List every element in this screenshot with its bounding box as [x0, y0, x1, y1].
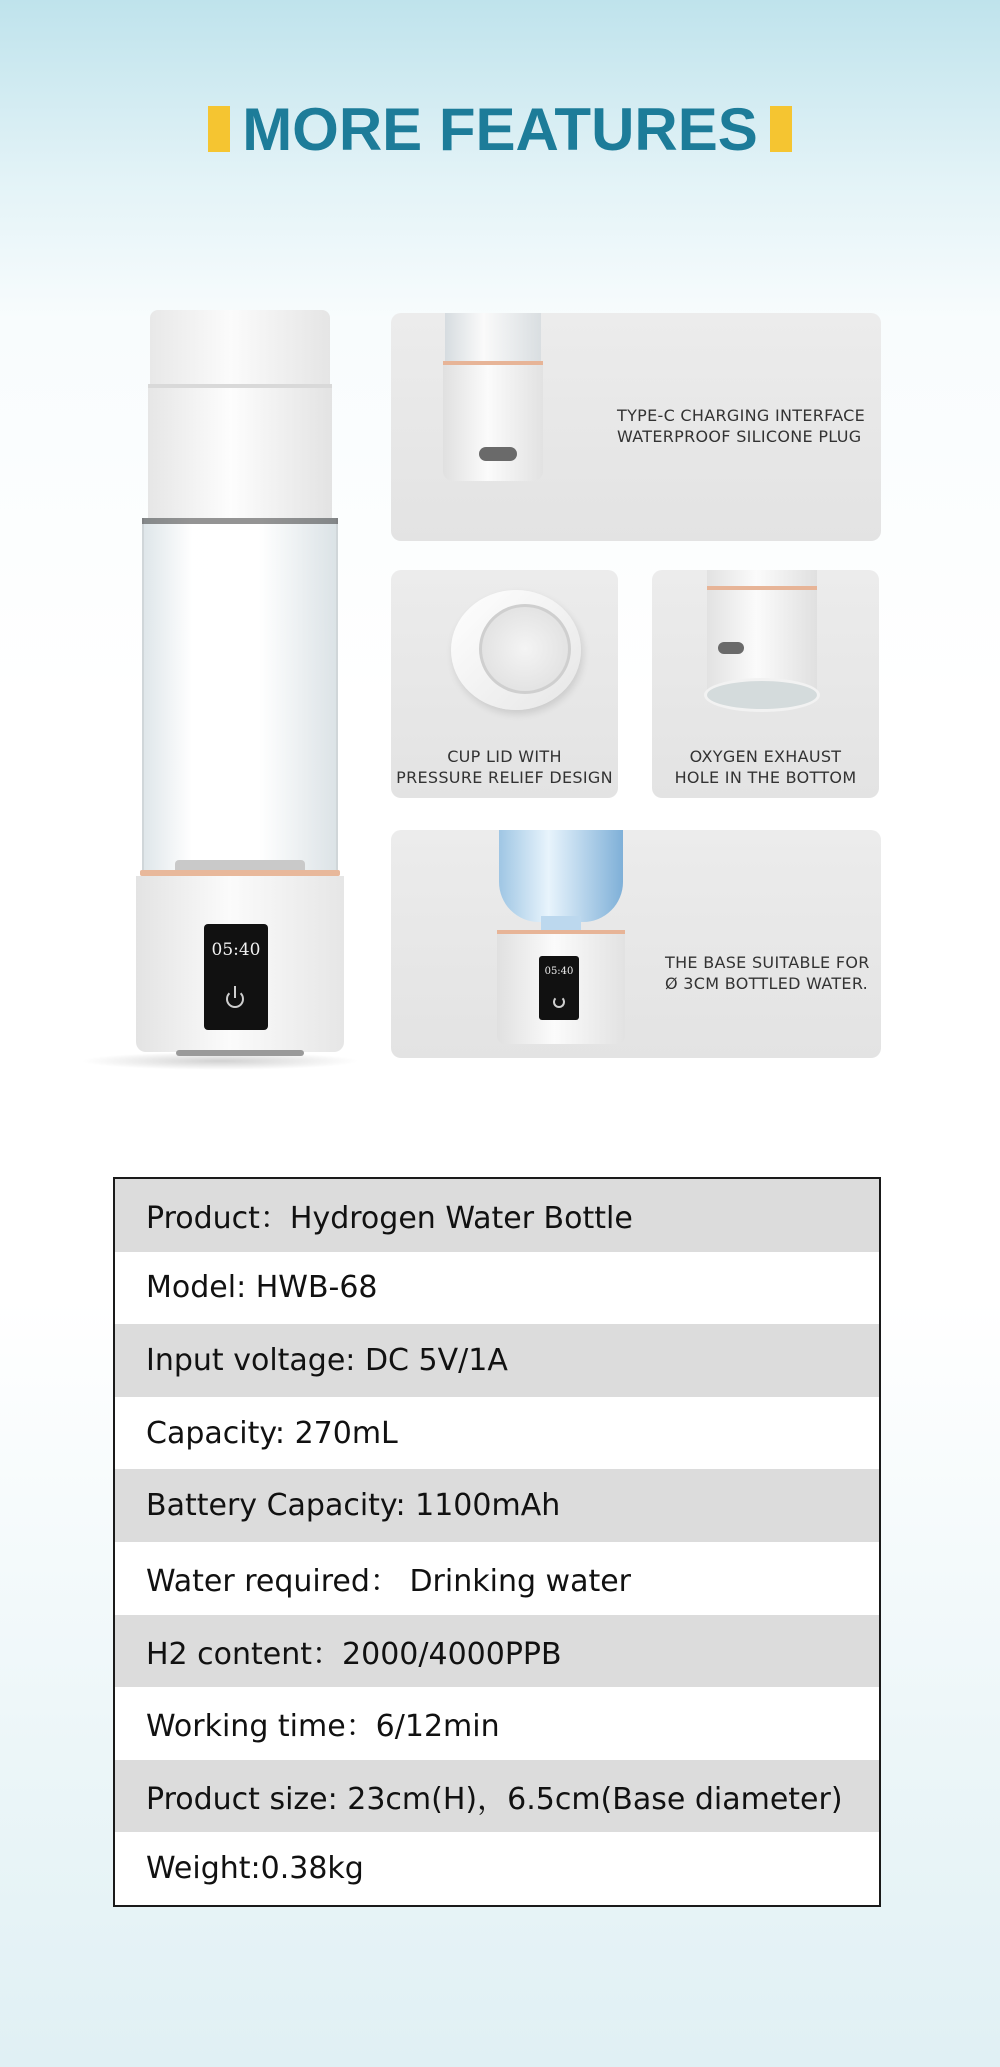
- card-bottle-base: [443, 365, 543, 481]
- feature-text: [652, 746, 879, 788]
- feature-line: TYPE-C CHARGING INTERFACE: [617, 406, 866, 425]
- cup-lid-inner: [479, 604, 571, 694]
- spec-row-input-voltage: Input voltage: DC 5V/1A: [115, 1324, 879, 1397]
- title-accent-bar-right: [770, 106, 792, 152]
- port-icon: [718, 642, 744, 654]
- feature-line: OXYGEN EXHAUST: [689, 747, 842, 766]
- exhaust-hole-image: [704, 678, 820, 712]
- feature-text: [617, 405, 865, 447]
- bottle-foot: [176, 1050, 304, 1056]
- feature-card-lid: [391, 570, 618, 798]
- spec-row-model: Model: HWB-68: [115, 1252, 879, 1325]
- bottle-glass: [142, 518, 338, 1178]
- feature-line: Ø 3CM BOTTLED WATER.: [665, 974, 869, 993]
- section-header: [0, 92, 1000, 166]
- spec-row-weight: Weight:0.38kg: [115, 1832, 879, 1905]
- spec-row-working-time: Working time：6/12min: [115, 1687, 879, 1760]
- feature-line: HOLE IN THE BOTTOM: [674, 768, 857, 787]
- feature-line: WATERPROOF SILICONE PLUG: [617, 427, 862, 446]
- bottle-glass-body: [142, 518, 338, 878]
- feature-card-charging: [391, 313, 881, 541]
- display-time: 05:40: [211, 940, 261, 960]
- title-accent-bar-left: [208, 106, 230, 152]
- bottle-glass-rim: [142, 518, 338, 524]
- bottle-cap-lower: [148, 388, 332, 518]
- spec-row-battery: Battery Capacity: 1100mAh: [115, 1469, 879, 1542]
- cup-lid-image: [451, 590, 581, 710]
- spec-row-water: Water required： Drinking water: [115, 1542, 879, 1615]
- spec-row-h2-content: H2 content：2000/4000PPB: [115, 1615, 879, 1688]
- bottle-display: [204, 924, 268, 1030]
- power-icon: [553, 996, 565, 1008]
- feature-card-base: [391, 830, 881, 1058]
- bottle-cap: [150, 310, 330, 386]
- card-bottle-ring: [707, 586, 817, 590]
- power-icon-line: [234, 986, 236, 998]
- page-title: MORE FEATURES: [242, 95, 758, 163]
- card-bottle-glass: [445, 313, 541, 363]
- spec-table: [113, 1177, 881, 1907]
- spec-row-size: Product size: 23cm(H)，6.5cm(Base diameter): [115, 1760, 879, 1833]
- feature-line: PRESSURE RELIEF DESIGN: [396, 768, 613, 787]
- feature-text: [391, 746, 618, 788]
- spec-row-product: Product：Hydrogen Water Bottle: [115, 1179, 879, 1252]
- feature-text: [665, 952, 870, 994]
- display-time: 05:40: [544, 966, 574, 977]
- card-base-display: [539, 956, 579, 1020]
- hero-bottle-image: [80, 300, 360, 1070]
- feature-line: CUP LID WITH: [447, 747, 562, 766]
- feature-card-exhaust: [652, 570, 879, 798]
- type-c-port-icon: [479, 447, 517, 461]
- bottled-water-image: [499, 830, 623, 922]
- spec-row-capacity: Capacity: 270mL: [115, 1397, 879, 1470]
- feature-line: THE BASE SUITABLE FOR: [665, 953, 870, 972]
